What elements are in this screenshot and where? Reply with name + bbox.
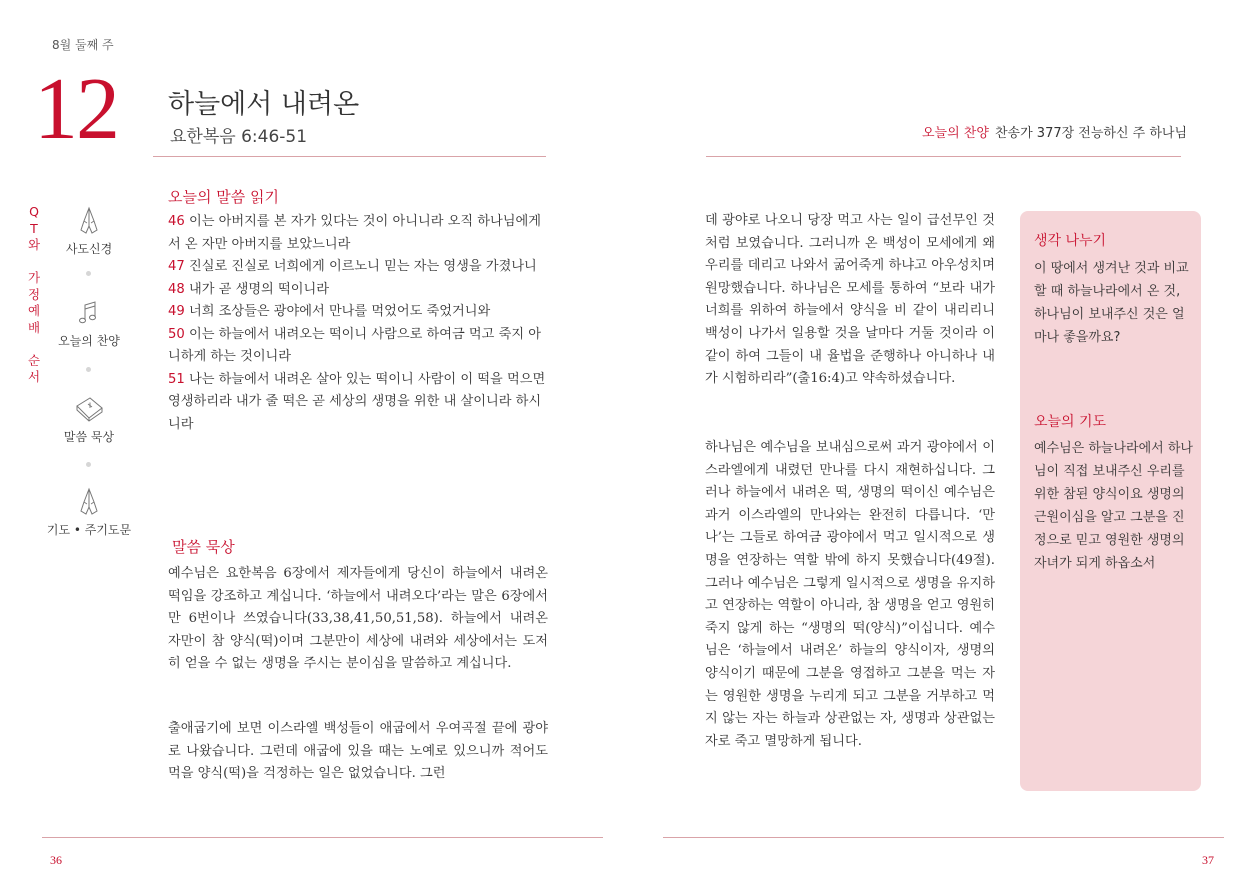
- side-char: 가: [27, 270, 41, 285]
- verse-number: 50: [168, 326, 185, 342]
- verse-item: [168, 324, 550, 369]
- step-prayer: [44, 485, 134, 538]
- praying-hands-icon: [72, 204, 106, 238]
- verse-item: [168, 301, 550, 324]
- song-label: 오늘의 찬양: [922, 126, 989, 141]
- header-divider: [153, 156, 546, 157]
- body-paragraph: 하나님은 예수님을 보내심으로써 과거 광야에서 이스라엘에게 내렸던 만나를 다시 재현하십니다. 그러나 하늘에서 내려온 떡, 생명의 떡이신 예수님은 과거 이스라엘의 만나와는 완전히 다릅니다. ‘만나’는 그들로 하여금 광야에서 먹고 일시적으로 생명을 연장하는 역할 밖에 하지 못했습니다(49절). 그러나 예수님은 그렇게 일시적으로 생명을 유지하고 연장하는 역할이 아니라, 참 생명을 얻고 영원히 죽지 않게 하는 “생명의 떡(양식)”이십니다. 예수님은 ‘하늘에서 내려온’ 하늘의 양식이자, 생명의 양식이기 때문에 그분을 영접하고 그분을 먹는 자는 영원한 생명을 누리게 되고 그분을 거부하고 먹지 않는 자는 하늘과 상관없는 자, 생명과 상관없는 자로 죽고 멸망하게 됩니다.: [705, 440, 995, 749]
- side-char: 예: [27, 303, 41, 318]
- side-char: [27, 336, 41, 353]
- step-todays-hymn: [44, 296, 134, 349]
- day-number: 12: [34, 61, 118, 158]
- page-title: 하늘에서 내려온: [168, 89, 360, 120]
- side-char: [27, 254, 41, 271]
- step-apostles-creed: [44, 204, 134, 257]
- verse-number: 48: [168, 281, 185, 297]
- verse-text: 너희 조상들은 광야에서 만나를 먹었어도 죽었거니와: [184, 304, 491, 319]
- side-char: 순: [27, 352, 41, 368]
- side-vertical-label: [27, 204, 41, 386]
- scripture-reference: 요한복음 6:46-51: [170, 127, 308, 147]
- verse-item: [168, 211, 550, 256]
- step-label: 사도신경: [65, 242, 113, 256]
- verse-text: 진실로 진실로 너희에게 이르노니 믿는 자는 영생을 가졌나니: [184, 259, 537, 274]
- verse-text: 내가 곧 생명의 떡이니라: [184, 281, 329, 297]
- side-char: Q: [29, 204, 39, 219]
- step-dot: [86, 271, 91, 276]
- verse-number: 47: [168, 259, 185, 274]
- step-meditation: [44, 392, 134, 445]
- side-char: 와: [27, 237, 41, 252]
- side-char: 정: [27, 286, 41, 302]
- verse-number: 49: [168, 304, 185, 319]
- verse-item: [168, 369, 550, 437]
- share-heading: 생각 나누기: [1034, 233, 1107, 249]
- side-char: 서: [27, 369, 41, 384]
- praying-hands-icon: [72, 485, 106, 519]
- verse-text: 이는 아버지를 본 자가 있다는 것이 아니니라 오직 하나님에게서 온 자만 아버지를 보았느니라: [168, 214, 541, 252]
- step-label: 말씀 묵상: [63, 430, 115, 444]
- verse-text: 나는 하늘에서 내려온 살아 있는 떡이니 사람이 이 떡을 먹으면 영생하리라 내가 줄 떡은 곧 세상의 생명을 위한 내 살이니라 하시니라: [168, 371, 546, 432]
- footer-divider: [663, 837, 1224, 838]
- verse-number: 46: [168, 214, 185, 229]
- step-label: 기도 • 주기도문: [46, 523, 132, 537]
- verse-number: 51: [168, 371, 185, 387]
- page-number-left: 36: [50, 853, 62, 867]
- body-paragraph: 데 광야로 나오니 당장 먹고 사는 일이 급선무인 것처럼 보였습니다. 그러니까 온 백성이 모세에게 왜 우리를 데리고 나와서 굶어죽게 하냐고 아우성치며 원망했습니다. 하나님은 모세를 통하여 “보라 내가 너희를 위하여 하늘에서 양식을 비 같이 내리리니 백성이 나가서 일용할 것을 날마다 거둘 것이라 이같이 하여 그들이 내 율법을 준행하나 아니하나 내가 시험하리라”(출16:4)고 약속하셨습니다.: [705, 213, 995, 387]
- meditation-heading: 말씀 묵상: [172, 538, 235, 556]
- prayer-text: 예수님은 하늘나라에서 하나님이 직접 보내주신 우리를 위한 참된 양식이요 생명의 근원이심을 알고 그분을 진정으로 믿고 영원한 생명의 자녀가 되게 하옵소서: [1034, 441, 1193, 571]
- side-char: 배: [27, 319, 41, 335]
- verse-item: [168, 279, 550, 302]
- meditation-paragraph: 예수님은 요한복음 6장에서 제자들에게 당신이 하늘에서 내려온 떡임을 강조하고 계십니다. ‘하늘에서 내려오다’라는 말은 6장에서만 6번이나 쓰였습니다(33,38,41,50,51,58). 하늘에서 내려온 자만이 참 양식(떡)이며 그분만이 세상에 내려와 세상에서는 도저히 얻을 수 없는 생명을 주시는 분이심을 말씀하고 계십니다.: [168, 566, 548, 672]
- step-dot: [86, 367, 91, 372]
- music-note-icon: [72, 296, 106, 330]
- step-label: 오늘의 찬양: [58, 334, 120, 348]
- footer-divider: [42, 837, 603, 838]
- bible-icon: [72, 392, 106, 426]
- page-number-right: 37: [1202, 853, 1214, 867]
- step-dot: [86, 462, 91, 467]
- meditation-paragraph: 출애굽기에 보면 이스라엘 백성들이 애굽에서 우여곡절 끝에 광야로 나왔습니다. 그런데 애굽에 있을 때는 노예로 있으니까 적어도 먹을 양식(떡)을 걱정하는 일은 없었습니다. 그런: [168, 721, 548, 782]
- verse-item: [168, 256, 550, 279]
- share-text: 이 땅에서 생겨난 것과 비교할 때 하늘나라에서 온 것, 하나님이 보내주신 것은 얼마나 좋을까요?: [1034, 261, 1189, 345]
- side-char: T: [30, 220, 38, 236]
- verse-text: 이는 하늘에서 내려오는 떡이니 사람으로 하여금 먹고 죽지 아니하게 하는 것이니라: [168, 326, 541, 364]
- week-label: 8월 둘째 주: [52, 38, 114, 52]
- header-divider: [706, 156, 1181, 157]
- verse-list: [168, 211, 550, 436]
- reading-heading: 오늘의 말씀 읽기: [168, 188, 279, 206]
- song-value: 찬송가 377장 전능하신 주 하나님: [995, 126, 1188, 141]
- prayer-heading: 오늘의 기도: [1034, 414, 1107, 430]
